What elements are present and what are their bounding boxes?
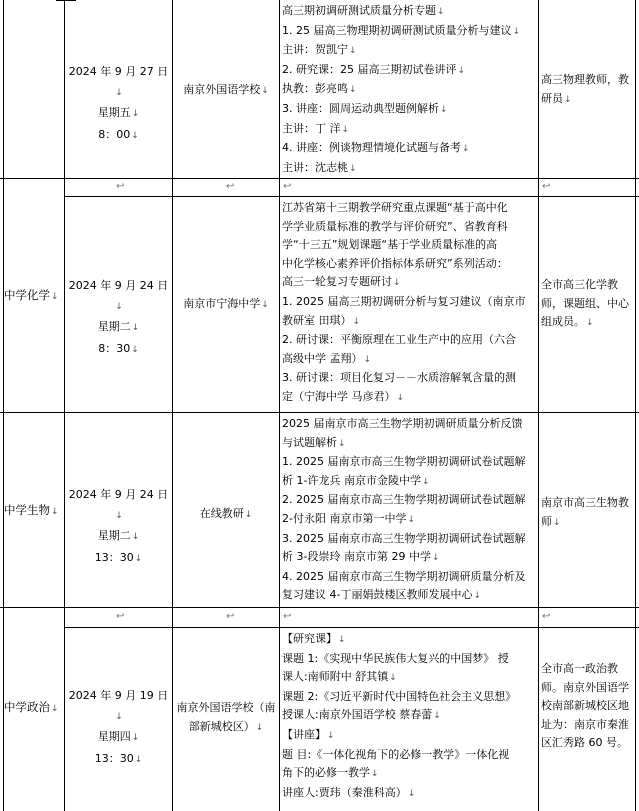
subject-cell: 中学政治↓ <box>4 700 59 714</box>
row-divider <box>0 412 639 413</box>
content-cell: 江苏省第十三期教学研究重点课题“基于高中化 学学业质量标准的教学与评价研究”、省教育科 学“十三五”规划课题“基于学业质量标准的高 中化学核心素养评价指标体系研究”系列活动： 高三一轮复习专题研讨↓ 1. 2025 届高三期初调研分析与复习建议（南京市 教研室 田琪）↓ 2. 研讨课：平衡原理在工业生产中的应用（六合 高级中学 孟翔）↓ 3. 研讨课：项目化复习－－水质溶解氧含量的测 定（宁海中学 马彦君）↓ <box>282 201 526 403</box>
cell-end-mark: ↩ <box>226 611 235 622</box>
content-cell: 2025 届南京市高三生物学期初调研质量分析反馈 与试题解析↓ 1. 2025 届南京市高三生物学期初调研试卷试题解 析 1-许龙兵 南京市金陵中学↓ 2. 2025 届南京市高三生物学期初调研试卷试题解 2-付永阳 南京市第一中学↓ 3. 2025 届南京市高三生物学期初调研试卷试题解 析 3-段崇玲 南京市第 29 中学↓ 4. 2025 届南京市高三生物学期初调研质量分析及 复习建议 4-丁丽娟鼓楼区教师发展中心↓ <box>282 417 526 602</box>
row-divider <box>64 196 639 197</box>
cell-end-mark: ↩ <box>283 181 292 192</box>
date-cell: 2024 年 9 月 24 日↓ 星期二↓ 8：30↓ <box>68 279 169 355</box>
cell-end-mark: ↩ <box>542 181 551 192</box>
table-border-left <box>3 0 4 811</box>
content-cell: 【研究课】↓ 课题 1:《实现中华民族伟大复兴的中国梦》 授 课人:南师附中 舒其镇↓ 课题 2:《习近平新时代中国特色社会主义思想》 授课人:南京外国语学校 蔡春蕾↓ 【讲座】↓ 题 目:《一体化视角下的必修一教学》一体化视 角下的必修一教学↓ 讲座人:贾玮（秦淮科高）↓ <box>282 632 517 799</box>
column-divider <box>538 0 539 811</box>
venue-cell: 在线教研↓ <box>199 507 253 520</box>
date-cell: 2024 年 9 月 24 日↓ 星期二↓ 13：30↓ <box>68 488 169 564</box>
cell-end-mark: ↩ <box>116 611 125 622</box>
row-divider <box>64 627 639 628</box>
table-top-stub <box>56 0 76 1</box>
venue-cell: 南京外国语学校↓ <box>183 83 269 96</box>
venue-cell: 南京市宁海中学↓ <box>183 297 269 310</box>
audience-cell: 南京市高三生物教 师↓ <box>541 496 629 528</box>
audience-cell: 高三物理教师，教 研员↓ <box>541 73 629 105</box>
cell-end-mark: ↩ <box>226 181 235 192</box>
content-cell: 高三期初调研测试质量分析专题↓ 1. 25 届高三物理期初调研测试质量分析与建议↓ 主讲：贺凯宁↓ 2. 研究课：25 届高三期初试卷讲评↓ 执教：彭亮鸣↓ 3. 讲座：圆周运动典型题例解析↓ 主讲：丁 洋↓ 4. 讲座：例谈物理情境化试题与备考↓ 主讲：沈志桃↓ <box>282 4 521 174</box>
cell-end-mark: ↩ <box>542 611 551 622</box>
cell-end-mark: ↩ <box>116 181 125 192</box>
cell-end-mark: ↩ <box>283 611 292 622</box>
subject-cell: 中学生物↓ <box>4 503 59 517</box>
date-cell: 2024 年 9 月 27 日↓ 星期五↓ 8：00↓ <box>68 65 169 141</box>
row-divider <box>0 607 639 608</box>
date-cell: 2024 年 9 月 19 日↓ 星期四↓ 13：30↓ <box>68 689 169 765</box>
audience-cell: 全市高三化学教 师，课题组、中心 组成员。↓ <box>541 278 629 329</box>
venue-cell: 南京外国语学校（南 部新城校区）↓ <box>176 701 276 733</box>
audience-cell: 全市高一政治教 师。南京外国语学 校南部新城校区地 址为：南京市秦淮 区汇秀路 60 号。 <box>541 662 629 750</box>
column-divider <box>172 0 173 811</box>
column-divider <box>279 0 280 811</box>
subject-cell: 中学化学↓ <box>4 288 59 302</box>
